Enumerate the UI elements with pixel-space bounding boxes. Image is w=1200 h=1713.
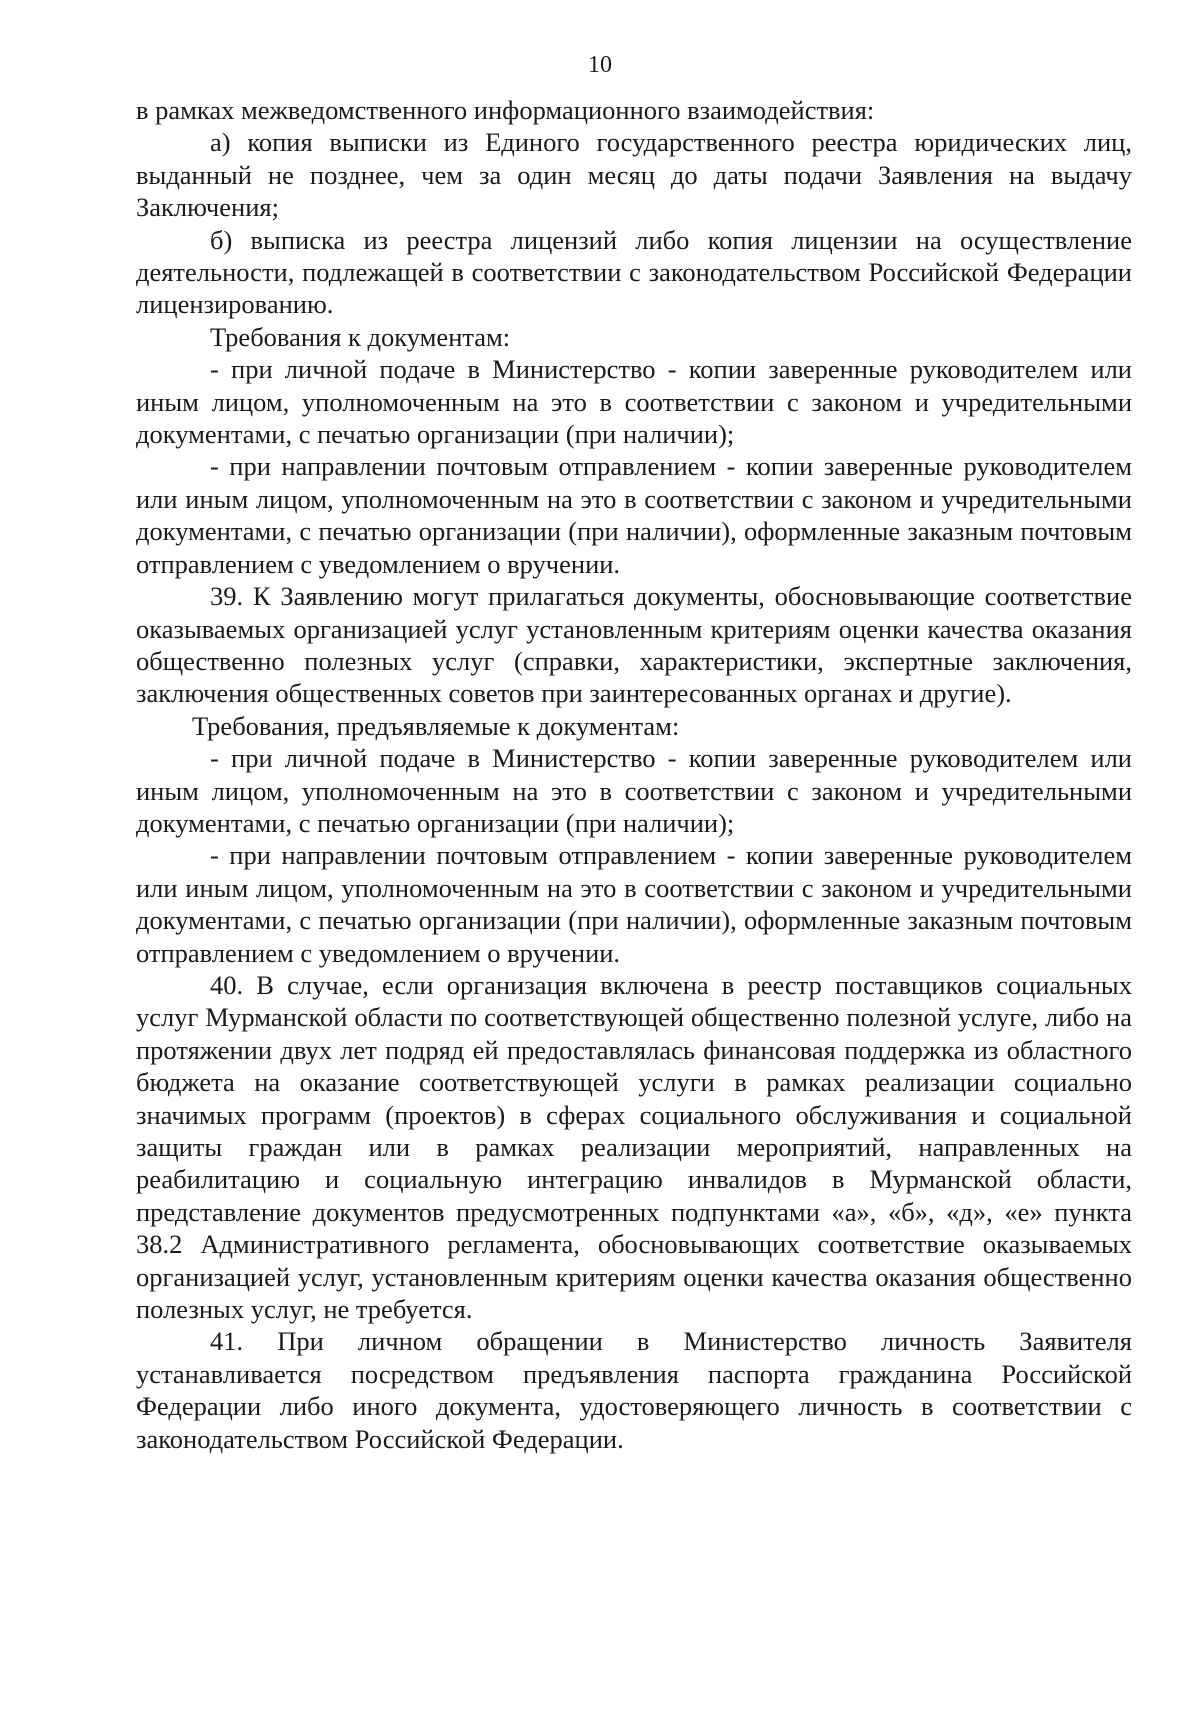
page-number: 10 (588, 52, 612, 78)
paragraph-requirements-heading-2: Требования, предъявляемые к документам: (192, 710, 680, 741)
paragraph-postal-submission-2: - при направлении почтовым отправлением - копии заверенные руководителем или иным лицом, уполномоченным на это в соответствии с законом и учредительными документами, с печатью организации (при наличии), оформленные заказным почтовым отправлением с уведомлением о вручении. (136, 840, 1132, 968)
document-body (136, 94, 1132, 1455)
paragraph-item-a: а) копия выписки из Единого государственного реестра юридических лиц, выданный не позднее, чем за один месяц до даты подачи Заявления на выдачу Заключения; (136, 127, 1132, 223)
paragraph-personal-submission: - при личной подаче в Министерство - копии заверенные руководителем или иным лицом, уполномоченным на это в соответствии с законом и учредительными документами, с печатью организации (при наличии); (136, 354, 1132, 450)
paragraph-requirements-heading: Требования к документам: (210, 321, 511, 352)
paragraph-40: 40. В случае, если организация включена в реестр поставщиков социальных услуг Мурманской области по соответствующей общественно полезной услуге, либо на протяжении двух лет подряд ей предоставлялась финансовая поддержка из областного бюджета на оказание соответствующей услуги в рамках реализации социально значимых программ (проектов) в сферах социального обслуживания и социальной защиты граждан или в рамках реализации мероприятий, направленных на реабилитацию и социальную интеграцию инвалидов в Мурманской области, представление документов предусмотренных подпунктами «а», «б», «д», «е» пункта 38.2 Административного регламента, обосновывающих соответствие оказываемых организацией услуг, установленным критериям оценки качества оказания общественно полезных услуг, не требуется. (136, 969, 1132, 1325)
paragraph-intro: в рамках межведомственного информационного взаимодействия: (136, 95, 875, 125)
paragraph-41: 41. При личном обращении в Министерство личность Заявителя устанавливается посредством предъявления паспорта гражданина Российской Федерации либо иного документа, удостоверяющего личность в соответствии с законодательством Российской Федерации. (136, 1326, 1132, 1454)
paragraph-item-b: б) выписка из реестра лицензий либо копия лицензии на осуществление деятельности, подлежащей в соответствии с законодательством Российской Федерации лицензированию. (136, 224, 1132, 320)
paragraph-personal-submission-2: - при личной подаче в Министерство - копии заверенные руководителем или иным лицом, уполномоченным на это в соответствии с законом и учредительными документами, с печатью организации (при наличии); (136, 743, 1132, 838)
paragraph-postal-submission: - при направлении почтовым отправлением - копии заверенные руководителем или иным лицом, уполномоченным на это в соответствии с законом и учредительными документами, с печатью организации (при наличии), оформленные заказным почтовым отправлением с уведомлением о вручении. (136, 451, 1132, 579)
paragraph-39: 39. К Заявлению могут прилагаться документы, обосновывающие соответствие оказываемых организацией услуг установленным критериям оценки качества оказания общественно полезных услуг (справки, характеристики, экспертные заключения, заключения общественных советов при заинтересованных органах и другие). (136, 581, 1132, 709)
